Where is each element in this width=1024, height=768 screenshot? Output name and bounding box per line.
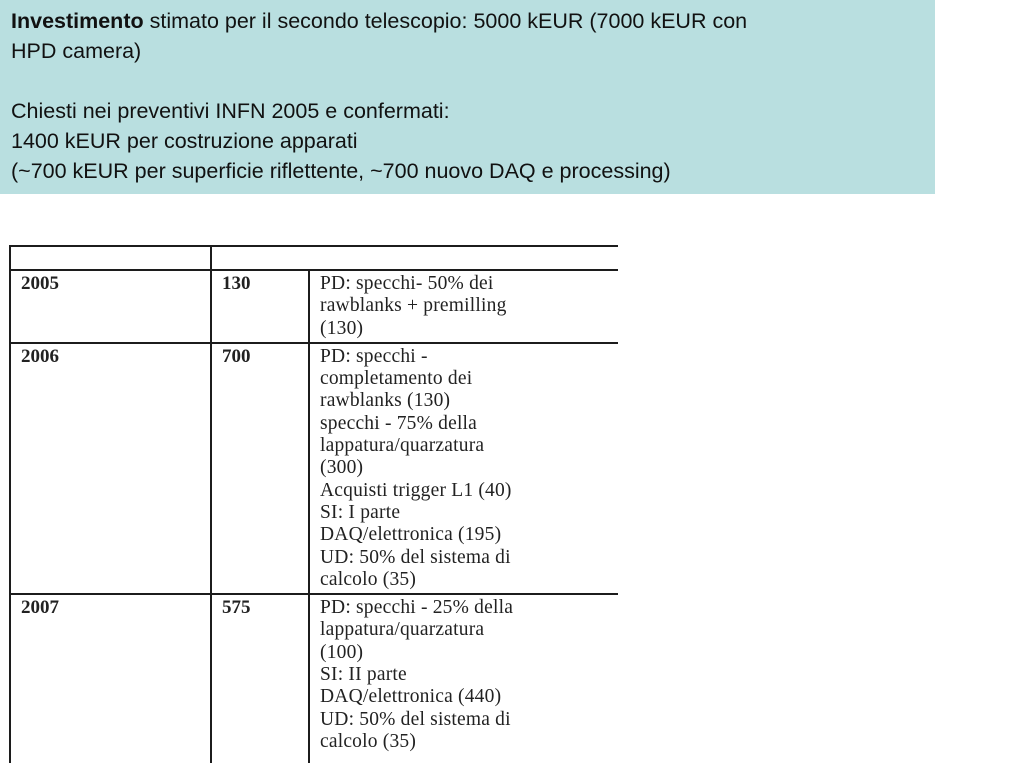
description-line: SI: I parte — [320, 501, 401, 523]
description-line: (300) — [320, 457, 364, 479]
description-line: calcolo (35) — [320, 730, 417, 752]
table-header-row — [10, 246, 618, 270]
description-cell — [309, 270, 618, 343]
description-line: DAQ/elettronica (195) — [320, 524, 502, 546]
description-line: UD: 50% del sistema di — [320, 546, 511, 568]
request-line: Chiesti nei preventivi INFN 2005 e confermati: — [11, 99, 450, 123]
budget-table — [9, 245, 618, 763]
description-line: rawblanks (130) — [320, 390, 451, 412]
description-line: lappatura/quarzatura — [320, 435, 485, 457]
amount-cell: 130 — [211, 270, 309, 343]
description-line: completamento dei — [320, 368, 473, 390]
header-cell — [211, 246, 618, 270]
description-line: calcolo (35) — [320, 568, 417, 590]
description-line: PD: specchi - 25% della — [320, 597, 514, 619]
description-line: DAQ/elettronica (440) — [320, 686, 502, 708]
description-line: SI: II parte — [320, 664, 407, 686]
description-line: PD: specchi- 50% dei — [320, 273, 494, 294]
table-row — [10, 270, 618, 343]
amount-cell: 700 — [211, 343, 309, 594]
amount-cell: 575 — [211, 594, 309, 763]
investment-line — [11, 6, 925, 36]
description-line: specchi - 75% della — [320, 412, 478, 434]
header-cell — [10, 246, 211, 270]
description-line: Acquisti trigger L1 (40) — [320, 479, 512, 501]
investment-label: Investimento — [11, 9, 144, 33]
year-cell: 2005 — [10, 270, 211, 343]
table-row — [10, 343, 618, 594]
construction-line: 1400 kEUR per costruzione apparati — [11, 129, 358, 153]
year-cell: 2007 — [10, 594, 211, 763]
year-cell: 2006 — [10, 343, 211, 594]
description-line: lappatura/quarzatura — [320, 619, 485, 641]
description-line: rawblanks + premilling — [320, 295, 507, 317]
investment-text: stimato per il secondo telescopio: 5000 kEUR (7000 kEUR con — [143, 9, 748, 33]
investment-summary-box — [0, 0, 935, 194]
description-line: (130) — [320, 317, 364, 339]
breakdown-line: (~700 kEUR per superficie riflettente, ~700 nuovo DAQ e processing) — [11, 159, 671, 183]
spacer — [11, 66, 925, 96]
description-line: (100) — [320, 641, 364, 663]
table-row — [10, 594, 618, 763]
description-line: UD: 50% del sistema di — [320, 708, 511, 730]
description-cell — [309, 594, 618, 763]
description-line: PD: specchi - — [320, 345, 428, 367]
description-cell — [309, 343, 618, 594]
budget-table-scan — [9, 245, 618, 763]
investment-line-continued: HPD camera) — [11, 39, 142, 63]
